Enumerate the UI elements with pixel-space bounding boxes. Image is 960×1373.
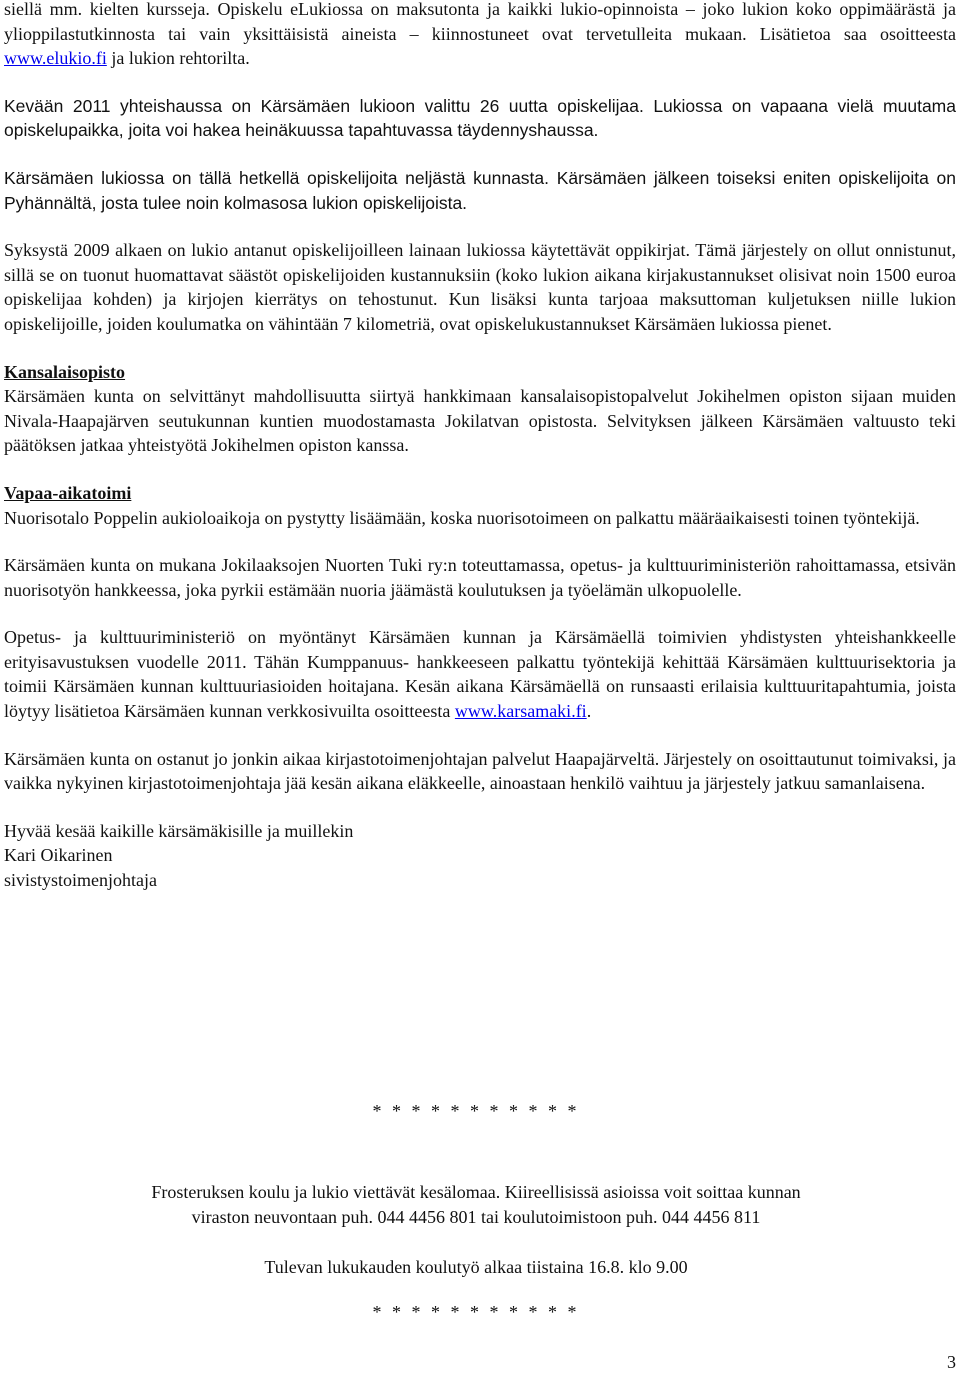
term-start-notice: Tulevan lukukauden koulutyö alkaa tiistaina 16.8. klo 9.00 bbox=[264, 1257, 688, 1277]
elukio-link[interactable]: www.elukio.fi bbox=[4, 48, 107, 69]
document-page bbox=[4, 0, 956, 893]
paragraph-elukio-text: siellä mm. kielten kursseja. Opiskelu eLukiossa on maksutonta ja kaikki lukio-opinnoista – joko lukion koko oppimäärästä ja ylioppilastutkinnosta tai vain yksittäisistä aineista – kiinnostuneet ovat tervetulleita mukaan. Lisätietoa saa osoitteesta bbox=[4, 0, 956, 44]
paragraph-kansalaisopisto: Kärsämäen kunta on selvittänyt mahdollisuutta siirtyä hankkimaan kansalaisopistopalvelut Jokihelmen opiston sijaan muiden Nivala-Haapajärven seutukunnan kuntien muodostamasta Jokilatvan opistosta. Selvityksen jälkeen Kärsämäen valtuusto teki päätöksen jatkaa yhteistyötä Jokihelmen opiston kanssa. bbox=[4, 386, 956, 456]
signature-title: sivistystoimenjohtaja bbox=[4, 870, 157, 891]
paragraph-library: Kärsämäen kunta on ostanut jo jonkin aikaa kirjastotoimenjohtajan palvelut Haapajärveltä. Järjestely on osoittautunut toimivaksi, ja vaikka nykyinen kirjastotoimenjohtaja jää kesän aikana eläkkeelle, ainoastaan henkilö vaihtuu ja järjestely jatkuu samanlaisena. bbox=[4, 748, 956, 794]
paragraph-students-origin: Kärsämäen lukiossa on tällä hetkellä opiskelijoita neljästä kunnasta. Kärsämäen jälkeen toiseksi eniten opiskelijoita on Pyhännältä, josta tulee noin kolmasosa lukion opiskelijoista. bbox=[4, 167, 956, 213]
signature-name: Kari Oikarinen bbox=[4, 845, 113, 866]
separator-bottom: * * * * * * * * * * * bbox=[372, 1302, 580, 1322]
summer-notice bbox=[0, 1180, 952, 1230]
separator-top: * * * * * * * * * * * bbox=[372, 1101, 580, 1121]
paragraph-culture-grant-tail: . bbox=[586, 701, 592, 722]
summer-notice-line2: viraston neuvontaan puh. 044 4456 801 tai koulutoimistoon puh. 044 4456 811 bbox=[191, 1207, 761, 1227]
paragraph-elukio-tail: ja lukion rehtorilta. bbox=[106, 48, 250, 69]
paragraph-youth-work: Kärsämäen kunta on mukana Jokilaaksojen Nuorten Tuki ry:n toteuttamassa, opetus- ja kulttuuriministeriön rahoittamassa, etsivän nuorisotyön hankkeessa, joka pyrkii estämään nuoria jäämästä koulutuksen ja työelämän ulkopuolelle. bbox=[4, 555, 956, 600]
summer-notice-line1: Frosteruksen koulu ja lukio viettävät kesälomaa. Kiireellisissä asioissa voit soittaa kunnan bbox=[151, 1182, 801, 1202]
paragraph-elukio bbox=[4, 0, 956, 71]
karsamaki-link[interactable]: www.karsamaki.fi bbox=[454, 701, 587, 722]
signature-greeting: Hyvää kesää kaikille kärsämäkisille ja muillekin bbox=[4, 820, 354, 841]
paragraph-culture-grant-text: Opetus- ja kulttuuriministeriö on myöntänyt Kärsämäen kunnan ja Kärsämäellä toimivien yhdistysten yhteishankkeelle erityisavustuksen vuodelle 2011. Tähän Kumppanuus- hankkeeseen palkattu työntekijä kehittää Kärsämäen kulttuurisektoria ja toimii Kärsämäen kunnan kulttuuriasioiden hoitajana. Kesän aikana Kärsämäellä on runsaasti erilaisia kulttuuritapahtumia, joista löytyy lisätietoa Kärsämäen kunnan verkkosivuilta osoitteesta bbox=[4, 627, 956, 722]
signature-block bbox=[4, 819, 956, 893]
page-number: 3 bbox=[947, 1352, 956, 1372]
paragraph-vapaa-aikatoimi: Nuorisotalo Poppelin aukioloaikoja on pystytty lisäämään, koska nuorisotoimeen on palkattu määräaikaisesti toinen työntekijä. bbox=[4, 507, 920, 528]
section-heading-kansalaisopisto: Kansalaisopisto bbox=[4, 361, 126, 382]
section-heading-vapaa-aikatoimi: Vapaa-aikatoimi bbox=[4, 482, 132, 503]
paragraph-textbooks: Syksystä 2009 alkaen on lukio antanut opiskelijoilleen lainaan lukiossa käytettävät oppikirjat. Tämä järjestely on ollut onnistunut, sillä se on tuonut huomattavat säästöt opiskelijoiden kustannuksiin (koko lukion aikana kirjakustannukset olisivat noin 1500 euroa opiskelijaa kohden) ja kirjojen kierrätys on tehostunut. Kun lisäksi kunta tarjoaa maksuttoman kuljetuksen niille lukion opiskelijoille, joiden koulumatka on vähintään 7 kilometriä, ovat opiskelukustannukset Kärsämäen lukiossa pienet. bbox=[4, 240, 956, 334]
paragraph-admissions: Kevään 2011 yhteishaussa on Kärsämäen lukioon valittu 26 uutta opiskelijaa. Lukiossa on vapaana vielä muutama opiskelupaikka, joita voi hakea heinäkuussa tapahtuvassa täydennyshaussa. bbox=[4, 95, 956, 141]
paragraph-culture-grant bbox=[4, 625, 956, 723]
